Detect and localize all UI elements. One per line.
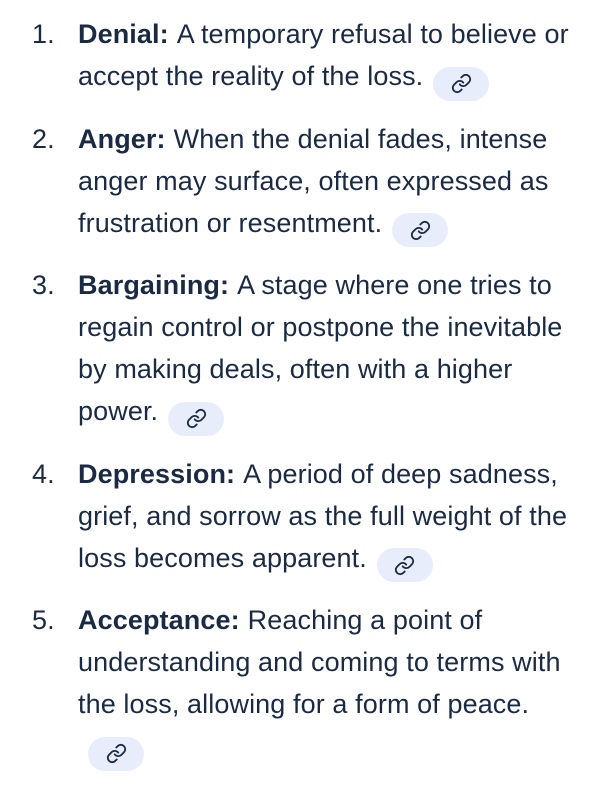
list-item-number: 2.	[32, 123, 55, 154]
list-item-number: 3.	[32, 270, 55, 300]
list-item-number: 1.	[32, 19, 55, 49]
list-item	[0, 264, 601, 436]
stage-term: Depression:	[78, 458, 236, 489]
stage-description: When the denial fades, intense anger may surface, often expressed as frustration or resentment.	[78, 123, 549, 238]
list-item-number: 4.	[32, 458, 55, 489]
link-icon	[186, 408, 207, 429]
link-icon	[410, 220, 431, 241]
link-icon	[394, 555, 415, 576]
stage-description: A period of deep sadness, grief, and sorrow as the full weight of the loss becomes apparent.	[78, 458, 568, 573]
link-icon	[106, 743, 127, 764]
stage-term: Acceptance:	[78, 605, 240, 635]
stage-description: Reaching a point of understanding and coming to terms with the loss, allowing for a form of peace.	[78, 605, 561, 719]
list-item	[0, 599, 601, 771]
citation-link-button[interactable]	[88, 737, 144, 771]
citation-link-button[interactable]	[168, 402, 224, 436]
citation-link-button[interactable]	[392, 213, 448, 247]
citation-link-button[interactable]	[377, 548, 433, 582]
link-icon	[451, 73, 472, 94]
stage-term: Anger:	[78, 123, 166, 154]
list-item	[0, 453, 601, 583]
stage-description: A stage where one tries to regain control or postpone the inevitable by making deals, often with a higher power.	[78, 270, 563, 426]
citation-link-button[interactable]	[433, 67, 489, 101]
stage-term: Bargaining:	[78, 270, 230, 300]
stage-description: A temporary refusal to believe or accept the reality of the loss.	[78, 19, 569, 91]
list-item	[0, 118, 601, 248]
list-item-number: 5.	[32, 605, 55, 635]
stage-term: Denial:	[78, 19, 169, 49]
list-item	[0, 13, 601, 101]
